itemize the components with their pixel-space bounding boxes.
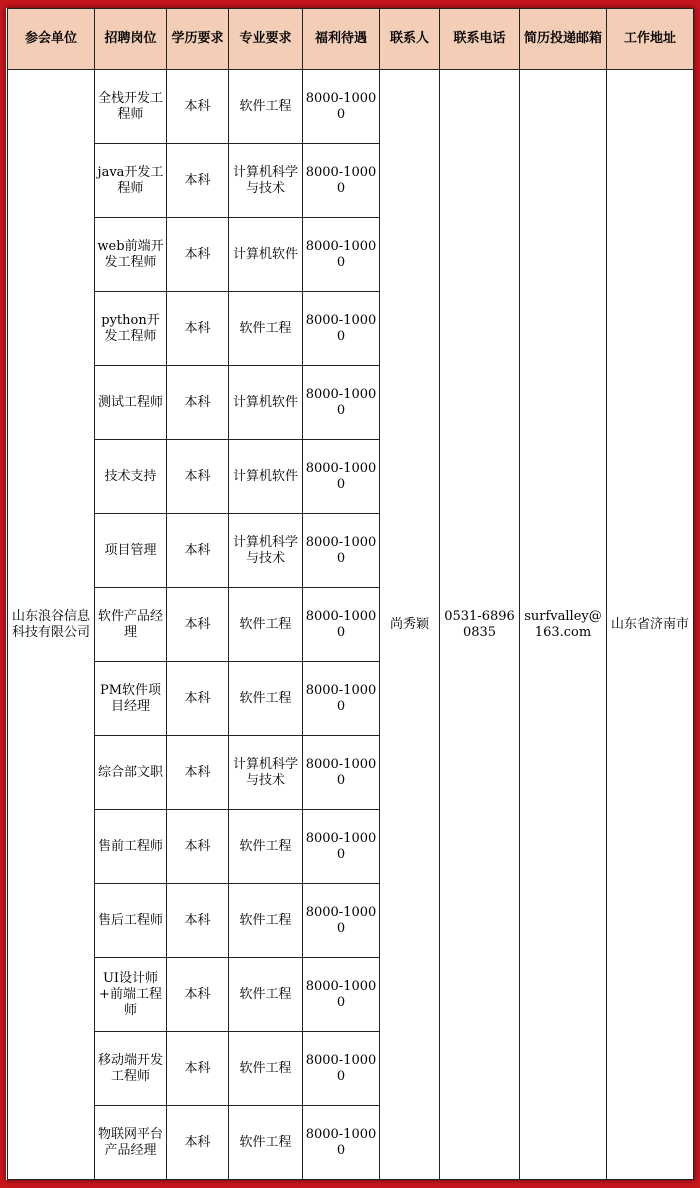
salary-cell: 8000-10000 <box>303 736 380 810</box>
position-cell: UI设计师+前端工程师 <box>95 958 167 1032</box>
header-position: 招聘岗位 <box>95 9 167 70</box>
email-cell: surfvalley@163.com <box>520 70 607 1180</box>
salary-cell: 8000-10000 <box>303 958 380 1032</box>
education-cell: 本科 <box>167 292 229 366</box>
position-cell: 售后工程师 <box>95 884 167 958</box>
education-cell: 本科 <box>167 1032 229 1106</box>
header-company: 参会单位 <box>8 9 95 70</box>
salary-cell: 8000-10000 <box>303 70 380 144</box>
salary-cell: 8000-10000 <box>303 810 380 884</box>
education-cell: 本科 <box>167 884 229 958</box>
salary-cell: 8000-10000 <box>303 1106 380 1180</box>
major-cell: 计算机软件 <box>229 218 303 292</box>
education-cell: 本科 <box>167 218 229 292</box>
job-table <box>7 8 694 1180</box>
header-salary: 福利待遇 <box>303 9 380 70</box>
contact-cell: 尚秀颖 <box>380 70 440 1180</box>
education-cell: 本科 <box>167 958 229 1032</box>
major-cell: 计算机科学与技术 <box>229 144 303 218</box>
major-cell: 软件工程 <box>229 292 303 366</box>
company-cell: 山东浪谷信息科技有限公司 <box>8 70 95 1180</box>
education-cell: 本科 <box>167 810 229 884</box>
position-cell: 全栈开发工程师 <box>95 70 167 144</box>
education-cell: 本科 <box>167 736 229 810</box>
major-cell: 计算机科学与技术 <box>229 514 303 588</box>
major-cell: 软件工程 <box>229 958 303 1032</box>
major-cell: 计算机软件 <box>229 366 303 440</box>
position-cell: 项目管理 <box>95 514 167 588</box>
major-cell: 软件工程 <box>229 1032 303 1106</box>
header-address: 工作地址 <box>607 9 694 70</box>
phone-cell: 0531-68960835 <box>440 70 520 1180</box>
salary-cell: 8000-10000 <box>303 884 380 958</box>
major-cell: 软件工程 <box>229 810 303 884</box>
major-cell: 软件工程 <box>229 70 303 144</box>
major-cell: 软件工程 <box>229 588 303 662</box>
salary-cell: 8000-10000 <box>303 366 380 440</box>
major-cell: 计算机科学与技术 <box>229 736 303 810</box>
position-cell: 综合部文职 <box>95 736 167 810</box>
education-cell: 本科 <box>167 662 229 736</box>
position-cell: PM软件项目经理 <box>95 662 167 736</box>
address-cell: 山东省济南市 <box>607 70 694 1180</box>
education-cell: 本科 <box>167 70 229 144</box>
position-cell: python开发工程师 <box>95 292 167 366</box>
education-cell: 本科 <box>167 366 229 440</box>
table-row <box>8 70 694 144</box>
header-email: 简历投递邮箱 <box>520 9 607 70</box>
education-cell: 本科 <box>167 144 229 218</box>
position-cell: web前端开发工程师 <box>95 218 167 292</box>
salary-cell: 8000-10000 <box>303 588 380 662</box>
salary-cell: 8000-10000 <box>303 662 380 736</box>
header-contact: 联系人 <box>380 9 440 70</box>
position-cell: 技术支持 <box>95 440 167 514</box>
salary-cell: 8000-10000 <box>303 144 380 218</box>
position-cell: 售前工程师 <box>95 810 167 884</box>
salary-cell: 8000-10000 <box>303 1032 380 1106</box>
education-cell: 本科 <box>167 440 229 514</box>
major-cell: 计算机软件 <box>229 440 303 514</box>
position-cell: 软件产品经理 <box>95 588 167 662</box>
table-body <box>8 70 694 1180</box>
position-cell: java开发工程师 <box>95 144 167 218</box>
major-cell: 软件工程 <box>229 662 303 736</box>
recruitment-poster <box>6 8 694 1180</box>
education-cell: 本科 <box>167 1106 229 1180</box>
salary-cell: 8000-10000 <box>303 440 380 514</box>
salary-cell: 8000-10000 <box>303 218 380 292</box>
position-cell: 测试工程师 <box>95 366 167 440</box>
header-phone: 联系电话 <box>440 9 520 70</box>
position-cell: 物联网平台产品经理 <box>95 1106 167 1180</box>
major-cell: 软件工程 <box>229 1106 303 1180</box>
header-row <box>8 9 694 70</box>
header-major: 专业要求 <box>229 9 303 70</box>
position-cell: 移动端开发工程师 <box>95 1032 167 1106</box>
education-cell: 本科 <box>167 514 229 588</box>
header-education: 学历要求 <box>167 9 229 70</box>
salary-cell: 8000-10000 <box>303 292 380 366</box>
education-cell: 本科 <box>167 588 229 662</box>
salary-cell: 8000-10000 <box>303 514 380 588</box>
major-cell: 软件工程 <box>229 884 303 958</box>
